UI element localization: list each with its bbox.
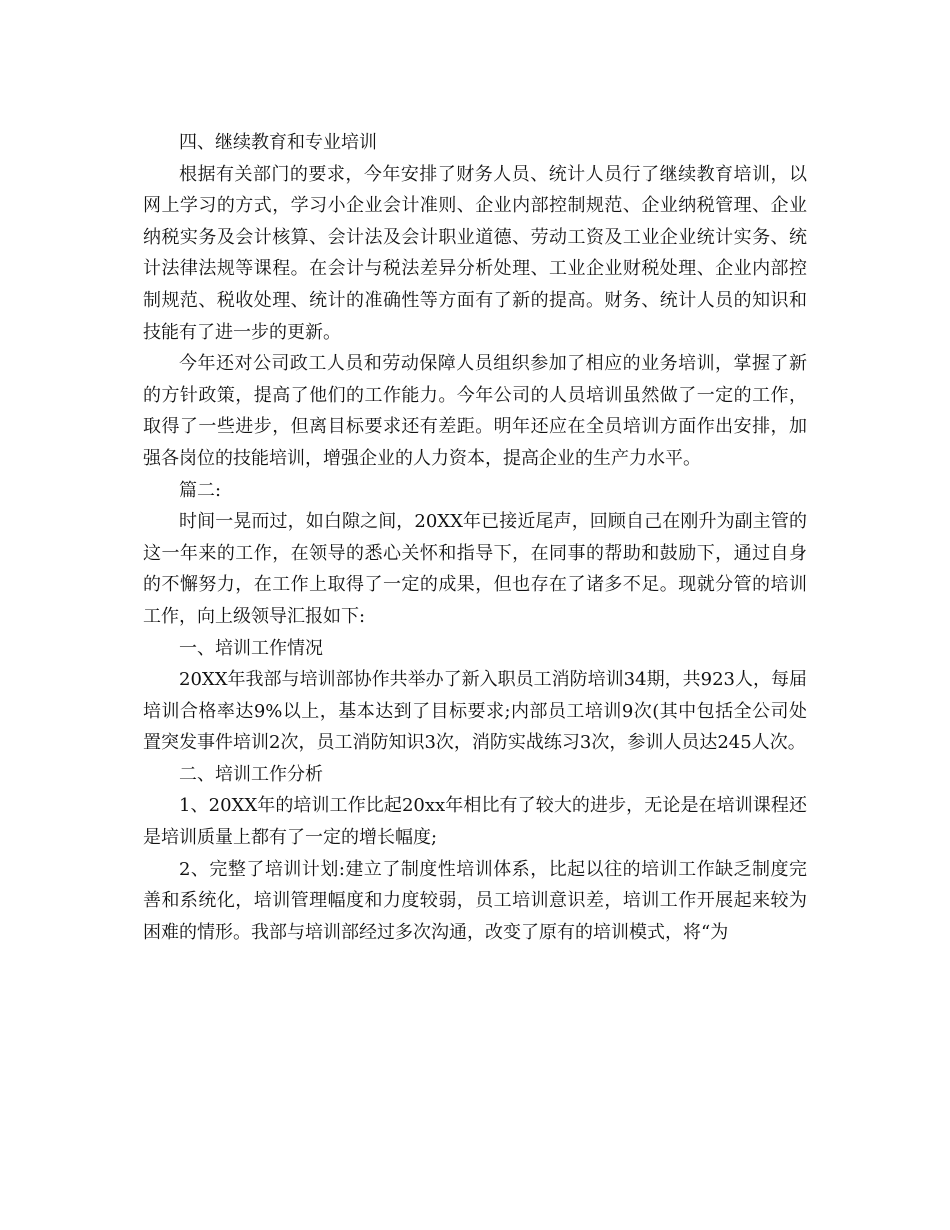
- part-two-heading: 篇二:: [179, 479, 222, 501]
- paragraph-training-statistics: 20XX年我部与培训部协作共举办了新入职员工消防培训34期，共923人，每届培训合格率达9%以上，基本达到了目标要求;内部员工培训9次(其中包括全公司处置突发事件培训2次，员工消防知识3次，消防实战练习3次，参训人员达245人次。: [143, 669, 807, 754]
- section-heading-continuing-education: 四、继续教育和专业培训: [179, 132, 377, 153]
- section-heading-training-analysis: 二、培训工作分析: [179, 763, 323, 785]
- paragraph-introduction: 时间一晃而过，如白隙之间，20XX年已接近尾声，回顾自己在刚升为副主管的这一年来的工作，在领导的悉心关怀和指导下，在同事的帮助和鼓励下，通过自身的不懈努力，在工作上取得了一定的成果，但也存在了诸多不足。现就分管的培训工作，向上级领导汇报如下:: [143, 511, 807, 627]
- document-body: [143, 127, 807, 948]
- section-heading-training-status: 一、培训工作情况: [179, 637, 323, 659]
- paragraph-analysis-point-2: 2、完整了培训计划:建立了制度性培训体系，比起以往的培训工作缺乏制度完善和系统化，培训管理幅度和力度较弱，员工培训意识差，培训工作开展起来较为困难的情形。我部与培训部经过多次沟通，改变了原有的培训模式，将“为: [143, 858, 807, 943]
- paragraph-political-training: 今年还对公司政工人员和劳动保障人员组织参加了相应的业务培训，掌握了新的方针政策，提高了他们的工作能力。今年公司的人员培训虽然做了一定的工作，取得了一些进步，但离目标要求还有差距。明年还应在全员培训方面作出安排，加强各岗位的技能培训，增强企业的人力资本，提高企业的生产力水平。: [143, 353, 807, 469]
- paragraph-finance-training: 根据有关部门的要求，今年安排了财务人员、统计人员行了继续教育培训，以网上学习的方式，学习小企业会计准则、企业内部控制规范、企业纳税管理、企业纳税实务及会计核算、会计法及会计职业道德、劳动工资及工业企业统计实务、统计法律法规等课程。在会计与税法差异分析处理、工业企业财税处理、企业内部控制规范、税收处理、统计的准确性等方面有了新的提高。财务、统计人员的知识和技能有了进一步的更新。: [143, 163, 807, 343]
- paragraph-analysis-point-1: 1、20XX年的培训工作比起20xx年相比有了较大的进步，无论是在培训课程还是培训质量上都有了一定的增长幅度;: [143, 795, 807, 849]
